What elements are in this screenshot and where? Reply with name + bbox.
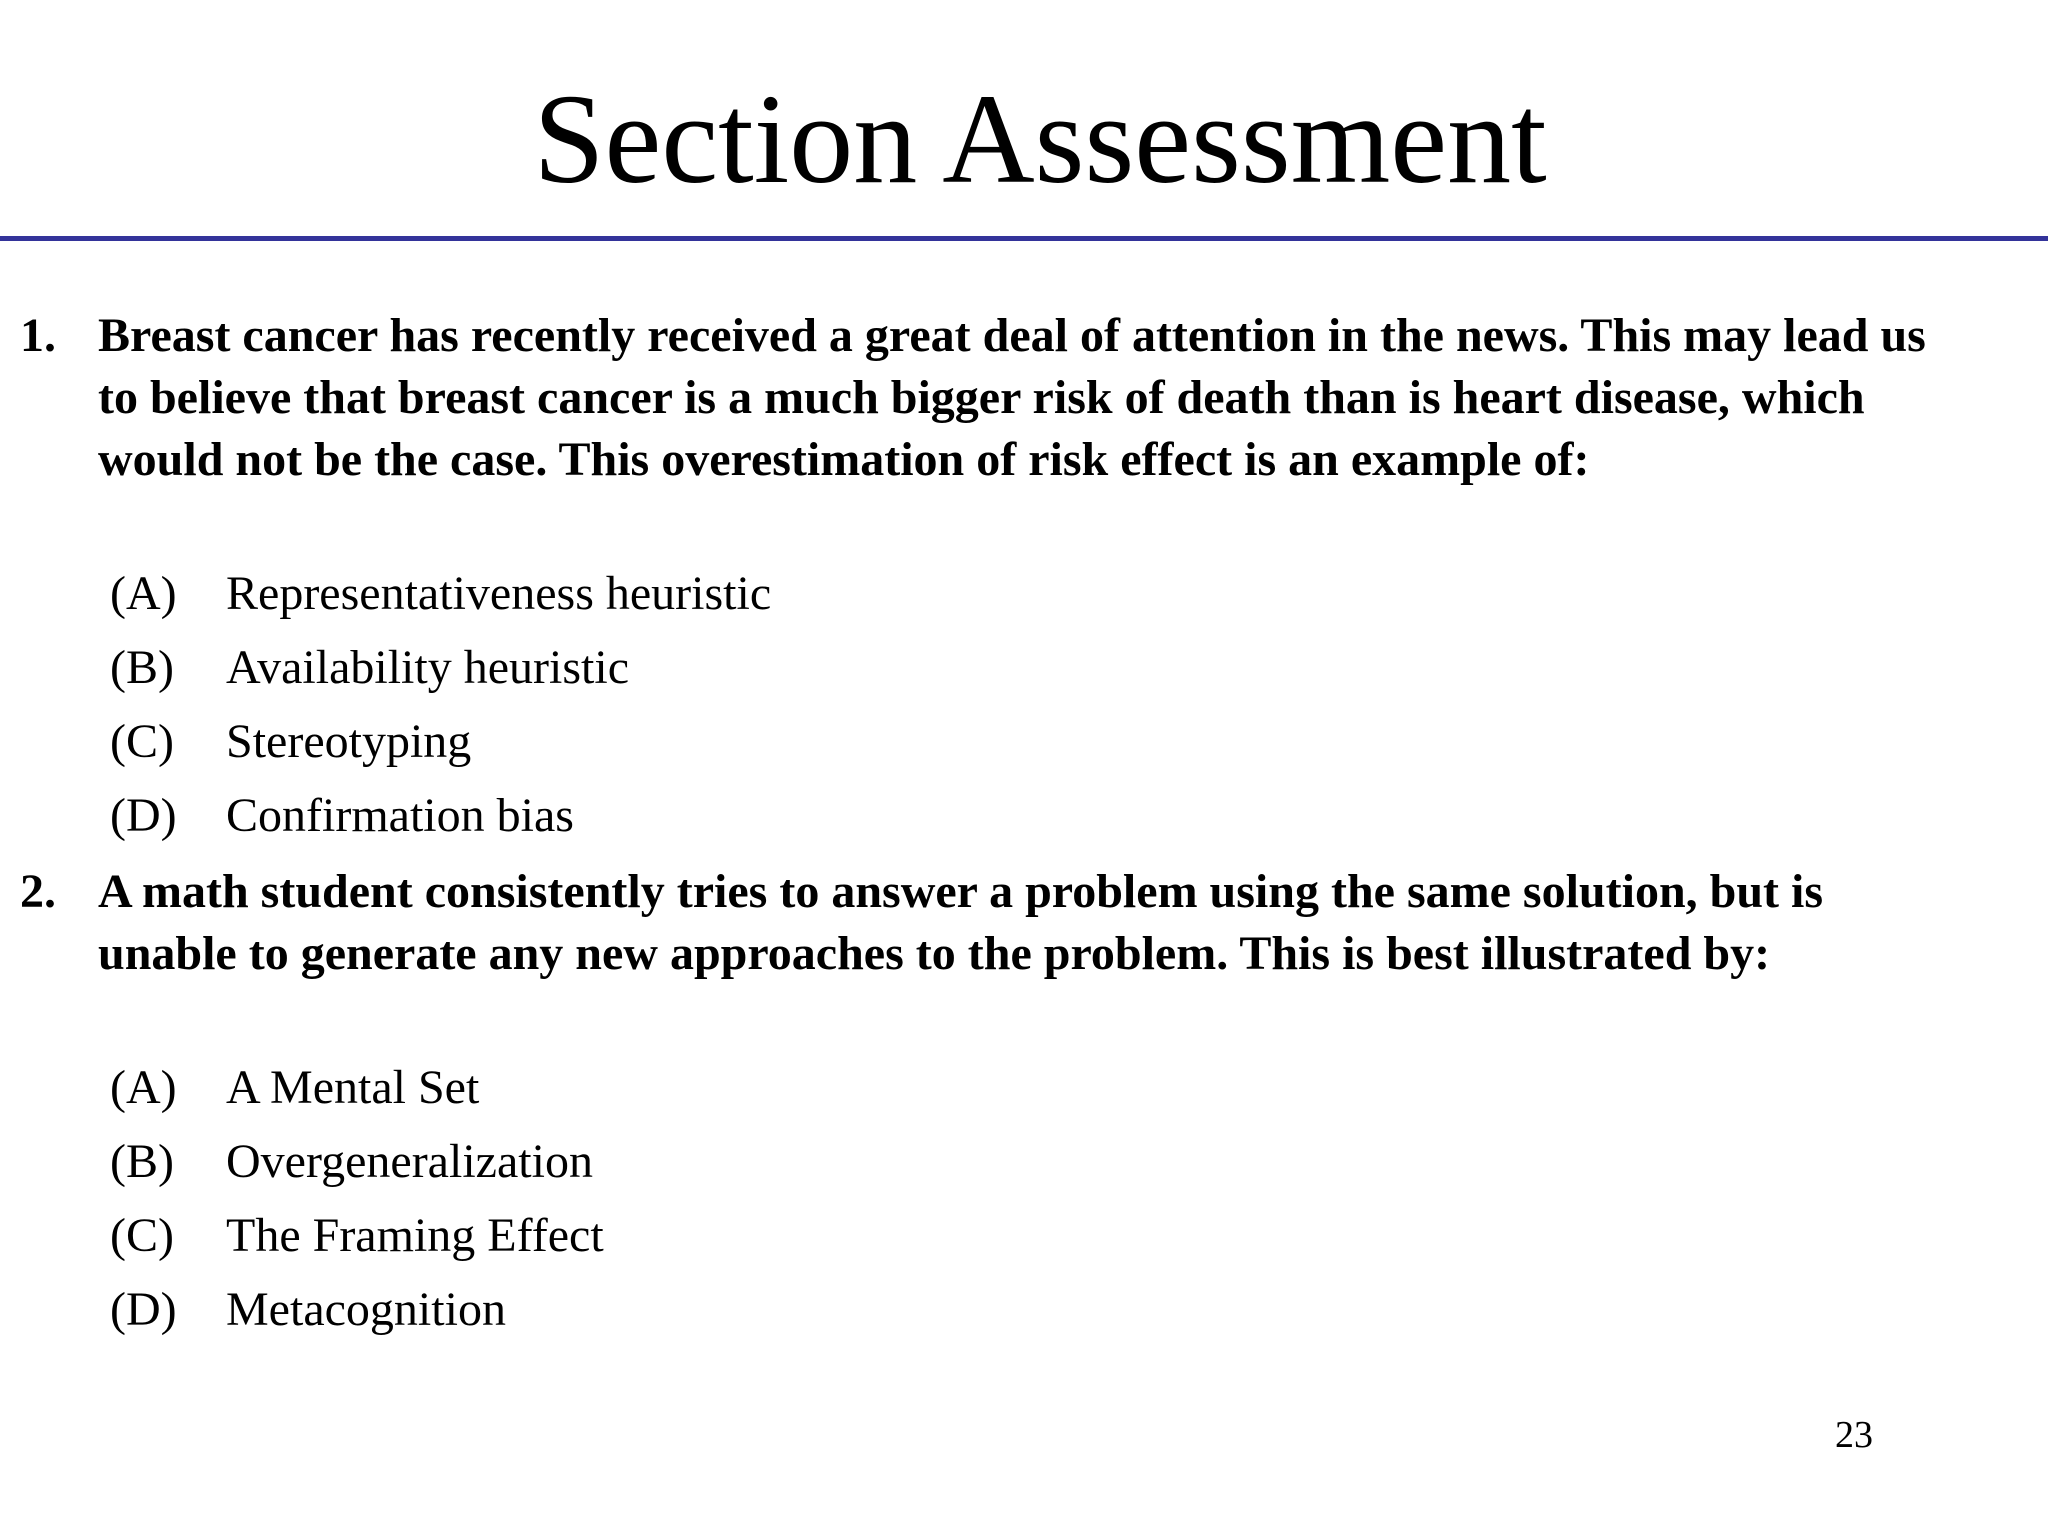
question-text: A math student consistently tries to answer a problem using the same solution, but is unable to generate any new approaches to the problem. This is best illustrated by: <box>98 865 1824 980</box>
title-divider <box>0 236 2048 241</box>
question-number: 2. <box>20 865 56 918</box>
slide-title: Section Assessment <box>533 68 1547 210</box>
option-letter: (A) <box>110 567 177 620</box>
option-text: Metacognition <box>226 1283 506 1336</box>
option-text: The Framing Effect <box>226 1209 604 1262</box>
option-text: Representativeness heuristic <box>226 567 772 620</box>
option-letter: (C) <box>110 1209 174 1262</box>
option-text: Availability heuristic <box>226 641 630 694</box>
option-letter: (D) <box>110 1283 177 1336</box>
option-letter: (A) <box>110 1061 177 1114</box>
option-text: A Mental Set <box>226 1061 480 1114</box>
option-text: Stereotyping <box>226 715 472 768</box>
option-text: Confirmation bias <box>226 789 574 842</box>
option-text: Overgeneralization <box>226 1135 593 1188</box>
question-number: 1. <box>20 309 56 362</box>
option-letter: (D) <box>110 789 177 842</box>
question-text: Breast cancer has recently received a great deal of attention in the news. This may lead us to believe that breast cancer is a much bigger risk of death than is heart disease, which would not be the case. This overestimation of risk effect is an example of: <box>98 309 1926 486</box>
option-letter: (C) <box>110 715 174 768</box>
option-letter: (B) <box>110 641 174 694</box>
page-number: 23 <box>1835 1414 1873 1456</box>
option-letter: (B) <box>110 1135 174 1188</box>
